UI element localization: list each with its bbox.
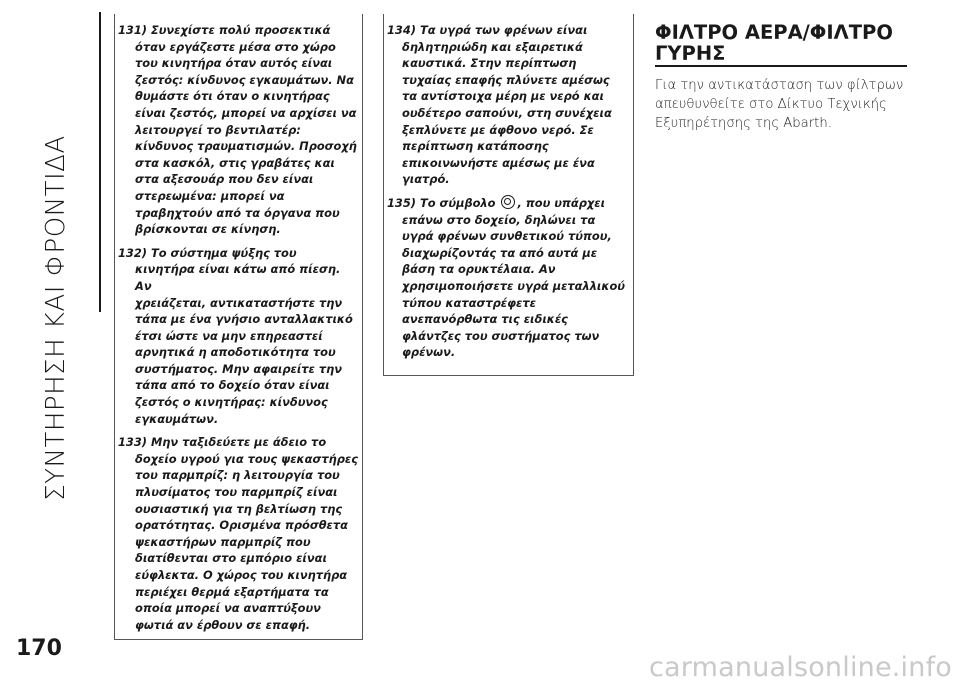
warnings-box-right (383, 14, 634, 376)
chapter-side-title-text: ΣΥΝΤΗΡΗΣΗ ΚΑΙ ΦΡΟΝΤΙΔΑ (41, 135, 71, 501)
section-heading: ΦΙΛΤΡΟ ΑΕΡΑ/ΦΙΛΤΡΟ ΓΥΡΗΣ (655, 21, 893, 65)
warning-131: 131) Συνεχίστε πολύ προσεκτικά όταν εργάζεστε μέσα στο χώρο του κινητήρα όταν αυτός είναι ζεστός: κίνδυνος εγκαυμάτων. Να θυμάστε ότι όταν ο κινητήρας είναι ζεστός, μπορεί να αρχίσει να λειτουργεί το βεντιλατέρ: κίνδυνος τραυματισμών. Προσοχή στα κασκόλ, στις γραβάτες και στα αξεσουάρ που δεν είναι στερεωμένα: μπορεί να τραβηχτούν από τα όργανα που βρίσκονται σε κίνηση. (118, 23, 357, 237)
warning-134: 134) Τα υγρά των φρένων είναι δηλητηριώδη και εξαιρετικά καυστικά. Στην περίπτωση τυχαίας επαφής πλύνετε αμέσως τα αντίστοιχα μέρη με νερό και ουδέτερο σαπούνι, στη συνέχεια ξεπλύνετε με άφθονο νερό. Σε περίπτωση κατάποσης επικοινωνήστε αμέσως με ένα γιατρό. (387, 23, 612, 187)
warnings-box-left (114, 14, 363, 640)
warning-132: 132) Το σύστημα ψύξης του κινητήρα είναι κάτω από πίεση. Αν χρειάζεται, αντικαταστήστε την τάπα με ένα γνήσιο ανταλλακτικό έτσι ώστε να μην επηρεαστεί αρνητικά η αποδοτικότητα του συστήματος. Μην αφαιρείτε την τάπα από το δοχείο όταν είναι ζεστός ο κινητήρας: κίνδυνος εγκαυμάτων. (118, 245, 353, 426)
warning-135-lead: 135) Το σύμβολο (387, 195, 500, 210)
warning-133: 133) Μην ταξιδεύετε με άδειο το δοχείο υγρού για τους ψεκαστήρες του παρμπρίζ: η λειτουργία του πλυσίματος του παρμπρίζ είναι ουσιαστική για τη βελτίωση της ορατότητας. Ορισμένα πρόσθετα ψεκαστήρων παρμπρίζ που διατίθενται στο εμπόριο είναι εύφλεκτα. Ο χώρος του κινητήρα περιέχει θερμά εξαρτήματα τα οποία μπορεί να αναπτύξουν φωτιά αν έρθουν σε επαφή. (118, 435, 358, 632)
brake-fluid-symbol-icon (501, 195, 515, 209)
page-number: 170 (16, 636, 62, 661)
section-body-text: Για την αντικατάσταση των φίλτρων απευθυνθείτε στο Δίκτυο Τεχνικής Εξυπηρέτησης της Abarth. (655, 78, 904, 131)
warning-135 (384, 195, 633, 361)
section-heading-rule (655, 65, 907, 67)
chapter-side-rule (99, 12, 101, 312)
warning-135-rest: , που υπάρχει επάνω στο δοχείο, δηλώνει τα υγρά φρένων συνθετικού τύπου, διαχωρίζοντάς τα από αυτά με βάση τα ορυκτέλαια. Αν χρησιμοποιήσετε υγρά μεταλλικού τύπου καταστρέφετε ανεπανόρθωτα τις ειδικές φλάντζες του συστήματος των φρένων. (402, 195, 625, 360)
watermark: carmanualsonline.info (649, 652, 952, 683)
